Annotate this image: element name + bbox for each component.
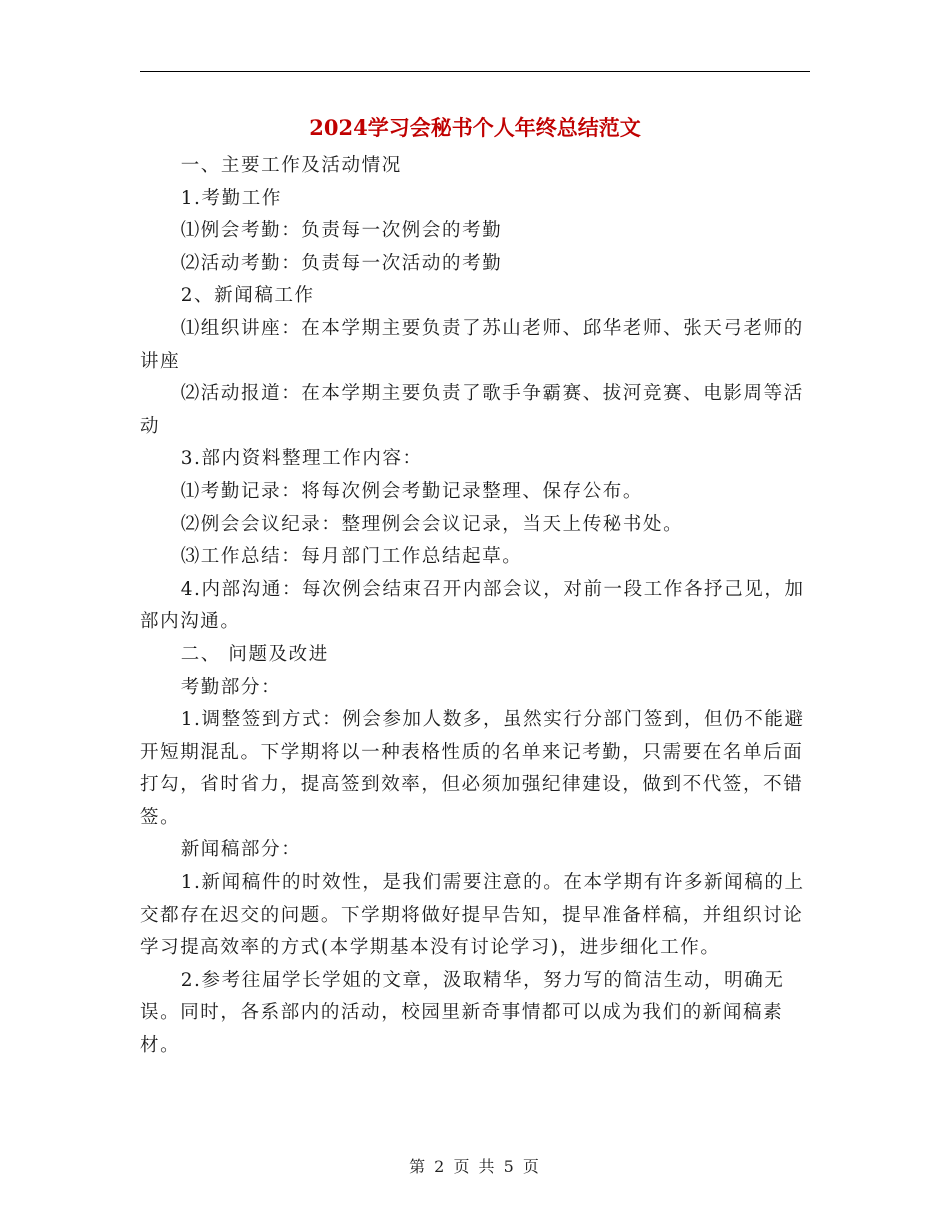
item-organize-lectures: ⑴组织讲座：在本学期主要负责了苏山老师、邱华老师、张天弓老师的讲座 (140, 317, 804, 372)
item-meeting-minutes: ⑵例会会议纪录：整理例会会议记录，当天上传秘书处。 (180, 513, 684, 535)
item-signin-adjustment: 1.调整签到方式：例会参加人数多，虽然实行分部门签到，但仍不能避开短期混乱。下学期将以一种表格性质的名单来记考勤，只需要在名单后面打勾，省时省力，提高签到效率，但必须加强纪律建设，做到不代签，不错签。 (140, 709, 805, 828)
item-activity-attendance: ⑵活动考勤：负责每一次活动的考勤 (180, 252, 503, 274)
item-activity-reports: ⑵活动报道：在本学期主要负责了歌手争霸赛、拔河竞赛、电影周等活动 (140, 383, 804, 437)
item-press-timeliness: 1.新闻稿件的时效性，是我们需要注意的。在本学期有许多新闻稿的上交都存在迟交的问题。下学期将做好提早告知，提早准备样稿，并组织讨论学习提高效率的方式(本学期基本没有讨论学习)，进步细化工作。 (140, 872, 805, 959)
item-attendance-records: ⑴考勤记录：将每次例会考勤记录整理、保存公布。 (180, 480, 643, 502)
item-internal-communication: 4.内部沟通：每次例会结束召开内部会议，对前一段工作各抒己见，加部内沟通。 (140, 578, 805, 633)
item-document-organization: 3.部内资料整理工作内容： (180, 448, 423, 470)
subheading-press-release: 新闻稿部分： (180, 839, 302, 861)
item-work-summary: ⑶工作总结：每月部门工作总结起草。 (180, 546, 523, 568)
section-heading-problems: 二、 问题及改进 (180, 643, 329, 665)
header-rule (140, 71, 810, 72)
item-attendance-work: 1.考勤工作 (180, 187, 282, 209)
page-number: 第 2 页 共 5 页 (409, 1157, 541, 1176)
item-meeting-attendance: ⑴例会考勤：负责每一次例会的考勤 (180, 220, 503, 242)
item-reference-articles: 2.参考往届学长学姐的文章，汲取精华，努力写的简洁生动，明确无误。同时，各系部内的活动，校园里新奇事情都可以成为我们的新闻稿素材。 (140, 969, 785, 1057)
section-heading-main-work: 一、主要工作及活动情况 (180, 155, 402, 176)
item-press-release-work: 2、新闻稿工作 (180, 285, 315, 307)
document-title: 2024学习会秘书个人年终总结范文 (309, 115, 641, 140)
document-body (140, 150, 810, 1063)
subheading-attendance: 考勤部分： (180, 676, 282, 698)
